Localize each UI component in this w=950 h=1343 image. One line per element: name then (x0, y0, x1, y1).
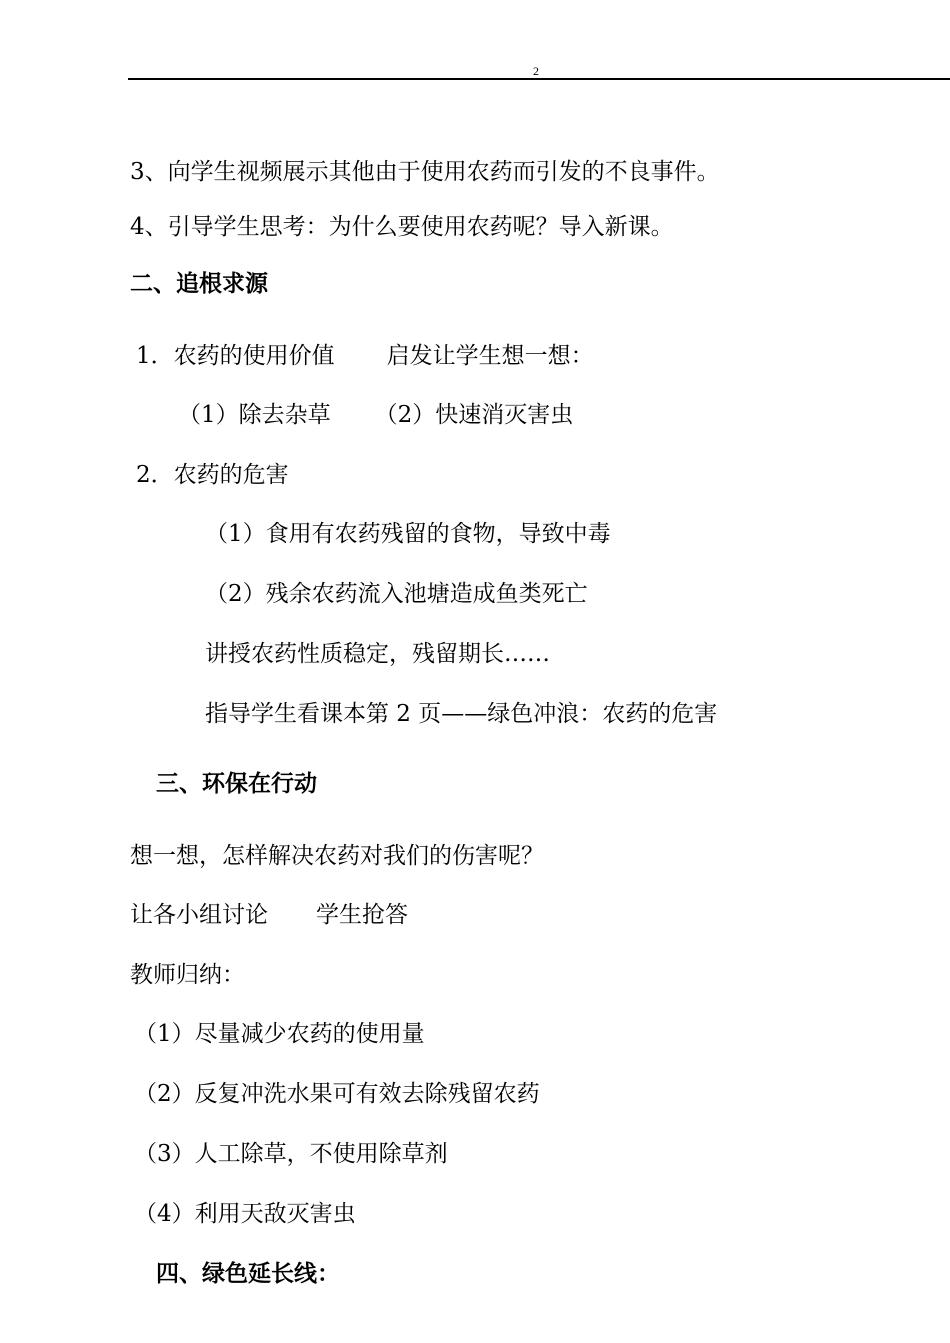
page-number: 2 (533, 64, 539, 78)
textbook-guide: 指导学生看课本第 2 页——绿色冲浪：农药的危害 (205, 701, 718, 727)
solution-item: （3）人工除草，不使用除草剂 (134, 1141, 448, 1167)
section-2-item-1 (136, 340, 594, 372)
section-3-question: 想一想，怎样解决农药对我们的伤害呢？ (130, 843, 544, 869)
lecture-note: 讲授农药性质稳定，残留期长…… (205, 641, 550, 667)
intro-step-4: 4、引导学生思考：为什么要使用农药呢？导入新课。 (130, 214, 674, 240)
item-1-label: 1．农药的使用价值 (136, 343, 335, 369)
value-item-weeding: （1）除去杂草 (178, 402, 331, 428)
intro-step-3: 3、向学生视频展示其他由于使用农药而引发的不良事件。 (130, 159, 720, 185)
answer-text: 学生抢答 (316, 902, 408, 928)
item-1-prompt: 启发让学生想一想： (386, 343, 594, 369)
solution-item: （2）反复冲洗水果可有效去除残留农药 (134, 1081, 540, 1107)
value-item-pest-control: （2）快速消灭害虫 (374, 402, 574, 428)
value-list (178, 399, 573, 431)
section-2-item-2: 2．农药的危害 (136, 462, 289, 488)
discussion-text: 让各小组讨论 (130, 902, 268, 928)
discussion-line (130, 899, 408, 931)
harm-item-poisoning: （1）食用有农药残留的食物，导致中毒 (205, 521, 611, 547)
header-rule (128, 78, 950, 80)
solution-item: （1）尽量减少农药的使用量 (134, 1021, 425, 1047)
solution-item: （4）利用天敌灭害虫 (134, 1201, 356, 1227)
harm-item-fish-death: （2）残余农药流入池塘造成鱼类死亡 (205, 581, 588, 607)
section-3-heading: 三、环保在行动 (156, 770, 317, 797)
section-4-heading: 四、绿色延长线： (156, 1260, 340, 1287)
summary-label: 教师归纳： (130, 962, 245, 988)
section-2-heading: 二、追根求源 (130, 270, 268, 297)
